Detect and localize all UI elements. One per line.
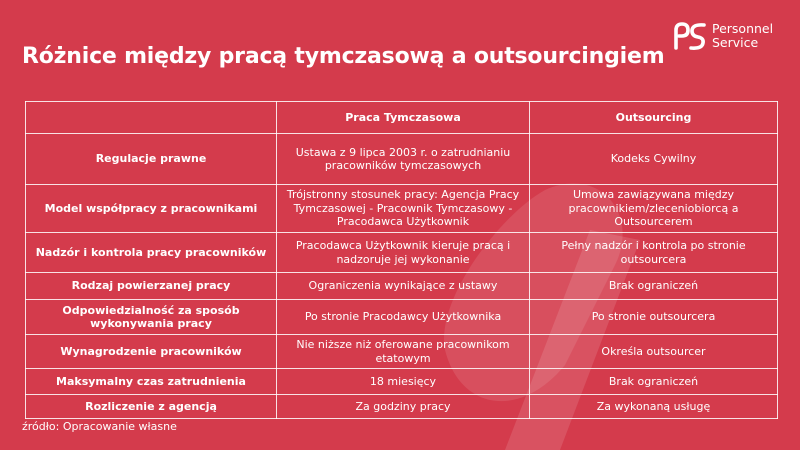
outsourcing-cell: Określa outsourcer bbox=[530, 335, 778, 369]
header-temporary-work: Praca Tymczasowa bbox=[277, 102, 530, 134]
temporary-work-cell: Za godziny pracy bbox=[277, 395, 530, 419]
row-label: Rozliczenie z agencją bbox=[26, 395, 277, 419]
temporary-work-cell: Ustawa z 9 lipca 2003 r. o zatrudnianiu pracowników tymczasowych bbox=[277, 134, 530, 185]
outsourcing-cell: Brak ograniczeń bbox=[530, 369, 778, 395]
table-header-row bbox=[26, 102, 778, 134]
temporary-work-cell: Po stronie Pracodawcy Użytkownika bbox=[277, 300, 530, 335]
outsourcing-cell: Umowa zawiązywana między pracownikiem/zleceniobiorcą a Outsourcerem bbox=[530, 185, 778, 233]
table-row bbox=[26, 369, 778, 395]
row-label: Regulacje prawne bbox=[26, 134, 277, 185]
row-label: Rodzaj powierzanej pracy bbox=[26, 273, 277, 300]
brand-logo bbox=[670, 20, 773, 52]
outsourcing-cell: Za wykonaną usługę bbox=[530, 395, 778, 419]
outsourcing-cell: Brak ograniczeń bbox=[530, 273, 778, 300]
personnel-service-logo-icon bbox=[670, 20, 708, 52]
outsourcing-cell: Po stronie outsourcera bbox=[530, 300, 778, 335]
outsourcing-cell: Kodeks Cywilny bbox=[530, 134, 778, 185]
page-title: Różnice między pracą tymczasową a outsourcingiem bbox=[22, 44, 665, 69]
brand-name-line1: Personnel bbox=[712, 21, 774, 36]
row-label: Maksymalny czas zatrudnienia bbox=[26, 369, 277, 395]
row-label: Wynagrodzenie pracowników bbox=[26, 335, 277, 369]
temporary-work-cell: Ograniczenia wynikające z ustawy bbox=[277, 273, 530, 300]
brand-name-line2: Service bbox=[712, 35, 759, 50]
table-row bbox=[26, 335, 778, 369]
header-outsourcing: Outsourcing bbox=[530, 102, 778, 134]
table-row bbox=[26, 300, 778, 335]
source-note: źródło: Opracowanie własne bbox=[22, 420, 177, 433]
temporary-work-cell: Nie niższe niż oferowane pracownikom etatowym bbox=[277, 335, 530, 369]
row-label: Odpowiedzialność za sposób wykonywania pracy bbox=[26, 300, 277, 335]
table-row bbox=[26, 233, 778, 273]
table-row bbox=[26, 395, 778, 419]
temporary-work-cell: Trójstronny stosunek pracy: Agencja Pracy Tymczasowej - Pracownik Tymczasowy - Pracodawca Użytkownik bbox=[277, 185, 530, 233]
outsourcing-cell: Pełny nadzór i kontrola po stronie outsourcera bbox=[530, 233, 778, 273]
table-row bbox=[26, 273, 778, 300]
row-label: Nadzór i kontrola pracy pracowników bbox=[26, 233, 277, 273]
header-empty-cell bbox=[26, 102, 277, 134]
table-row bbox=[26, 185, 778, 233]
row-label: Model współpracy z pracownikami bbox=[26, 185, 277, 233]
comparison-table bbox=[25, 101, 778, 419]
temporary-work-cell: Pracodawca Użytkownik kieruje pracą i nadzoruje jej wykonanie bbox=[277, 233, 530, 273]
temporary-work-cell: 18 miesięcy bbox=[277, 369, 530, 395]
table-row bbox=[26, 134, 778, 185]
